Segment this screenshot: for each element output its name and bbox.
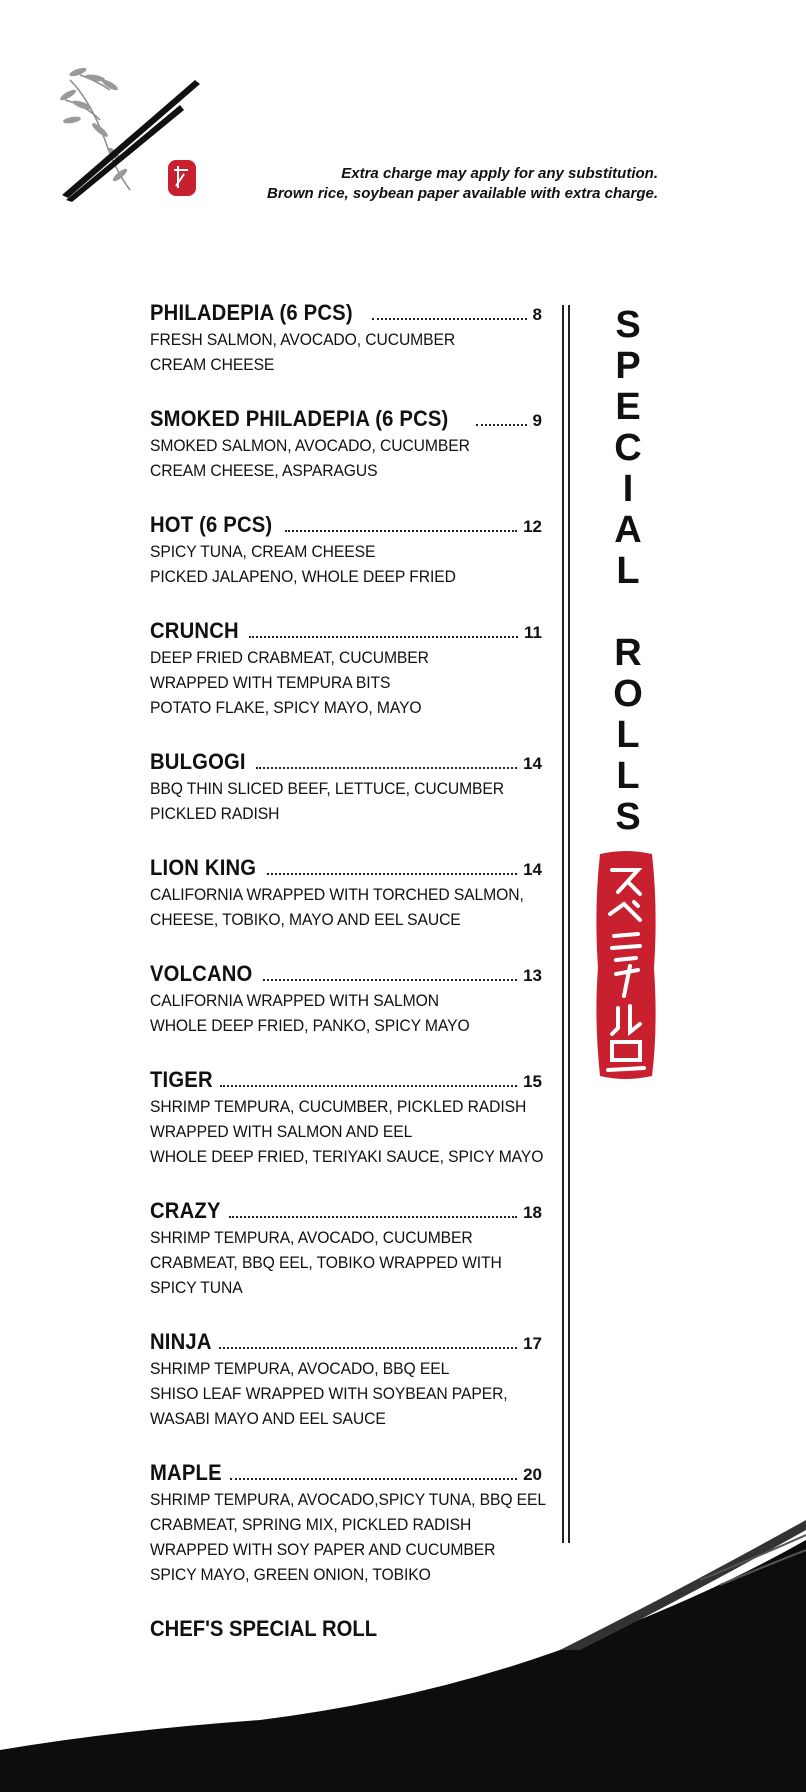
item-description: PICKLED RADISH xyxy=(150,805,280,823)
note-line: Extra charge may apply for any substitution. xyxy=(341,165,658,182)
title-letter: R xyxy=(614,632,642,674)
title-letter: S xyxy=(615,304,641,346)
item-description: CRABMEAT, SPRING MIX, PICKLED RADISH xyxy=(150,1516,472,1534)
black-brush-stroke xyxy=(0,1500,806,1792)
menu-item xyxy=(150,300,542,376)
item-description: CALIFORNIA WRAPPED WITH SALMON xyxy=(150,992,439,1010)
item-name: VOLCANO xyxy=(150,961,253,986)
item-name: TIGER xyxy=(150,1067,213,1092)
item-price: 8 xyxy=(532,305,542,324)
dot-leader xyxy=(476,424,526,426)
item-name: PHILADEPIA (6 PCS) xyxy=(150,300,353,325)
item-description: SHRIMP TEMPURA, AVOCADO, BBQ EEL xyxy=(150,1360,450,1378)
item-description: SMOKED SALMON, AVOCADO, CUCUMBER xyxy=(150,437,470,455)
menu-item xyxy=(150,855,542,931)
menu-item xyxy=(150,1329,542,1430)
title-letter: A xyxy=(614,509,642,551)
dot-leader xyxy=(256,767,517,769)
item-description: WRAPPED WITH TEMPURA BITS xyxy=(150,674,391,692)
item-description: PICKED JALAPENO, WHOLE DEEP FRIED xyxy=(150,568,456,586)
item-description: SHRIMP TEMPURA, AVOCADO,SPICY TUNA, BBQ EEL xyxy=(150,1491,547,1509)
dot-leader xyxy=(285,530,517,532)
title-letter: C xyxy=(614,427,642,469)
item-description: SPICY TUNA xyxy=(150,1279,243,1297)
item-description: SPICY MAYO, GREEN ONION, TOBIKO xyxy=(150,1566,431,1584)
japanese-red-stamp xyxy=(594,848,658,1082)
item-name: SMOKED PHILADEPIA (6 PCS) xyxy=(150,406,449,431)
menu-item xyxy=(150,618,542,719)
item-description: FRESH SALMON, AVOCADO, CUCUMBER xyxy=(150,331,456,349)
title-letter: L xyxy=(616,714,640,756)
item-name: LION KING xyxy=(150,855,257,880)
title-letter: L xyxy=(616,755,640,797)
item-description: CRABMEAT, BBQ EEL, TOBIKO WRAPPED WITH xyxy=(150,1254,502,1272)
title-letter: E xyxy=(615,386,641,428)
item-description: WRAPPED WITH SOY PAPER AND CUCUMBER xyxy=(150,1541,496,1559)
divider-line xyxy=(562,305,564,1543)
item-description: WHOLE DEEP FRIED, TERIYAKI SAUCE, SPICY MAYO xyxy=(150,1148,544,1166)
note-line: Brown rice, soybean paper available with extra charge. xyxy=(267,185,658,202)
item-price: 12 xyxy=(523,517,542,536)
dot-leader xyxy=(267,873,517,875)
item-description: WRAPPED WITH SALMON AND EEL xyxy=(150,1123,413,1141)
menu-item xyxy=(150,749,542,825)
title-letter: P xyxy=(615,345,641,387)
item-price: 15 xyxy=(523,1072,542,1091)
menu-item xyxy=(150,1198,542,1299)
item-description: CHEESE, TOBIKO, MAYO AND EEL SAUCE xyxy=(150,911,461,929)
chefs-special-roll: CHEF'S SPECIAL ROLL xyxy=(150,1616,378,1641)
dot-leader xyxy=(230,1478,517,1480)
item-price: 20 xyxy=(523,1465,542,1484)
item-price: 18 xyxy=(523,1203,542,1222)
item-description: POTATO FLAKE, SPICY MAYO, MAYO xyxy=(150,699,422,717)
menu-item xyxy=(150,1067,542,1168)
item-description: WASABI MAYO AND EEL SAUCE xyxy=(150,1410,386,1428)
title-letter: I xyxy=(622,468,634,510)
item-name: HOT (6 PCS) xyxy=(150,512,273,537)
item-description: DEEP FRIED CRABMEAT, CUCUMBER xyxy=(150,649,429,667)
item-price: 13 xyxy=(523,966,542,985)
item-description: CREAM CHEESE, ASPARAGUS xyxy=(150,462,378,480)
item-price: 14 xyxy=(523,754,542,773)
dot-leader xyxy=(372,318,526,320)
chopsticks-bamboo-logo xyxy=(60,60,210,210)
item-price: 9 xyxy=(532,411,542,430)
item-name: CRAZY xyxy=(150,1198,221,1223)
item-description: CALIFORNIA WRAPPED WITH TORCHED SALMON, xyxy=(150,886,524,904)
special-rolls-menu xyxy=(150,300,547,1642)
item-description: SPICY TUNA, CREAM CHEESE xyxy=(150,543,376,561)
substitution-notes xyxy=(267,164,658,204)
title-letter: S xyxy=(615,796,641,838)
section-title-vertical xyxy=(608,305,648,838)
item-description: SHISO LEAF WRAPPED WITH SOYBEAN PAPER, xyxy=(150,1385,508,1403)
item-description: SHRIMP TEMPURA, CUCUMBER, PICKLED RADISH xyxy=(150,1098,527,1116)
item-price: 17 xyxy=(523,1334,542,1353)
dot-leader xyxy=(229,1216,517,1218)
title-letter: L xyxy=(616,550,640,592)
title-letter: O xyxy=(613,673,643,715)
item-name: NINJA xyxy=(150,1329,212,1354)
dot-leader xyxy=(220,1085,517,1087)
dot-leader xyxy=(263,979,517,981)
item-description: SHRIMP TEMPURA, AVOCADO, CUCUMBER xyxy=(150,1229,473,1247)
item-name: CRUNCH xyxy=(150,618,239,643)
item-description: WHOLE DEEP FRIED, PANKO, SPICY MAYO xyxy=(150,1017,470,1035)
title-letter xyxy=(608,592,648,633)
item-price: 14 xyxy=(523,860,542,879)
item-name: BULGOGI xyxy=(150,749,246,774)
menu-item xyxy=(150,406,542,482)
item-price: 11 xyxy=(524,623,542,642)
dot-leader xyxy=(219,1347,517,1349)
menu-item xyxy=(150,512,542,588)
item-description: CREAM CHEESE xyxy=(150,356,275,374)
divider-line xyxy=(568,305,570,1543)
item-name: MAPLE xyxy=(150,1460,222,1485)
dot-leader xyxy=(249,636,518,638)
item-description: BBQ THIN SLICED BEEF, LETTUCE, CUCUMBER xyxy=(150,780,504,798)
menu-item xyxy=(150,961,542,1037)
